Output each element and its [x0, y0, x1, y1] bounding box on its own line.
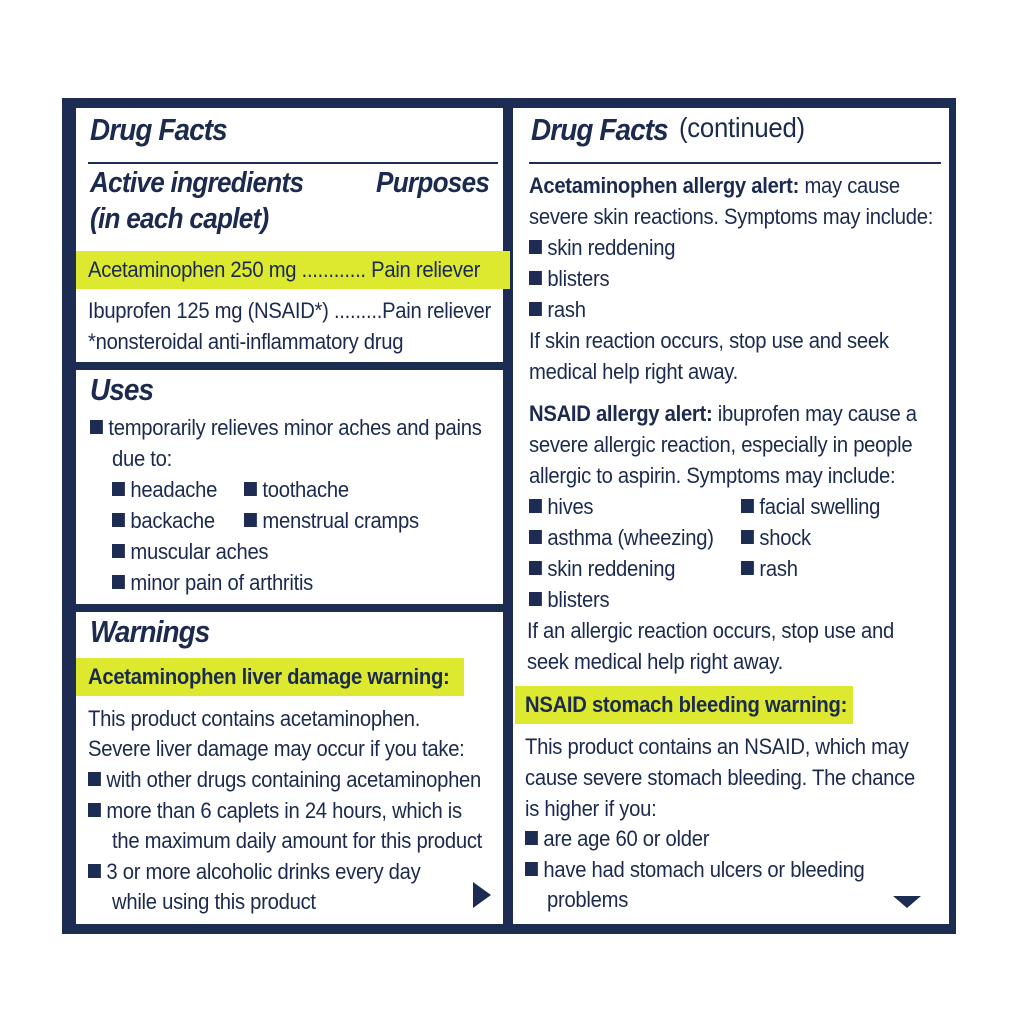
- bullet-square-icon: [112, 513, 125, 527]
- liver-bullet-2-cont: the maximum daily amount for this product: [112, 828, 483, 853]
- bullet-square-icon: [741, 530, 754, 544]
- liver-warning-heading: Acetaminophen liver damage warning:: [88, 664, 450, 689]
- uses-intro: temporarily relieves minor aches and pains: [90, 413, 482, 443]
- nsaid-symptom-asthma: asthma (wheezing): [529, 523, 714, 553]
- nsaid-symptom-skin-reddening: skin reddening: [529, 554, 675, 584]
- warnings-title: Warnings: [90, 614, 210, 649]
- warnings-panel: [76, 612, 503, 924]
- acetaminophen-allergy-alert: Acetaminophen allergy alert: may cause: [529, 173, 900, 198]
- stomach-warning-heading: NSAID stomach bleeding warning:: [525, 692, 848, 717]
- use-muscular-aches: muscular aches: [112, 537, 268, 567]
- nsaid-allergy-alert: NSAID allergy alert: ibuprofen may cause a: [529, 401, 917, 426]
- liver-bullet-2: more than 6 caplets in 24 hours, which is: [88, 796, 462, 826]
- acet-symptom-3: rash: [529, 295, 586, 325]
- nsaid-stop-2: seek medical help right away.: [527, 649, 784, 674]
- use-toothache: toothache: [244, 475, 349, 505]
- bullet-square-icon: [244, 482, 257, 496]
- liver-bullet-3: 3 or more alcoholic drinks every day: [88, 857, 420, 887]
- acet-stop-1: If skin reaction occurs, stop use and seek: [529, 328, 889, 353]
- arrow-down-icon: [893, 896, 921, 908]
- nsaid-allergy-line-3: allergic to aspirin. Symptoms may include:: [529, 463, 896, 488]
- bullet-square-icon: [525, 862, 538, 876]
- bullet-square-icon: [88, 864, 101, 878]
- bullet-square-icon: [529, 499, 542, 513]
- nsaid-allergy-line-2: severe allergic reaction, especially in people: [529, 432, 913, 457]
- bullet-square-icon: [529, 561, 542, 575]
- stomach-line-3: is higher if you:: [525, 796, 657, 821]
- continued-title-rule: [529, 162, 941, 164]
- uses-title: Uses: [90, 372, 154, 407]
- bullet-square-icon: [88, 803, 101, 817]
- acet-symptom-2: blisters: [529, 264, 609, 294]
- purposes-heading: Purposes: [376, 167, 490, 199]
- bullet-square-icon: [112, 482, 125, 496]
- use-arthritis: minor pain of arthritis: [112, 568, 313, 598]
- bullet-square-icon: [529, 271, 542, 285]
- bullet-square-icon: [112, 544, 125, 558]
- bullet-square-icon: [90, 420, 103, 434]
- ingredient-ibuprofen: Ibuprofen 125 mg (NSAID*) .........Pain reliever: [88, 298, 491, 323]
- bullet-square-icon: [741, 499, 754, 513]
- bullet-square-icon: [529, 592, 542, 606]
- acet-symptom-1: skin reddening: [529, 233, 675, 263]
- use-menstrual-cramps: menstrual cramps: [244, 506, 419, 536]
- use-headache: headache: [112, 475, 217, 505]
- drug-facts-title: Drug Facts: [90, 112, 227, 147]
- nsaid-symptom-rash: rash: [741, 554, 798, 584]
- stomach-bullet-1: are age 60 or older: [525, 824, 709, 854]
- title-rule: [88, 162, 498, 164]
- stomach-line-1: This product contains an NSAID, which may: [525, 734, 909, 759]
- arrow-right-icon: [473, 882, 491, 908]
- bullet-square-icon: [525, 831, 538, 845]
- nsaid-symptom-hives: hives: [529, 492, 593, 522]
- stomach-line-2: cause severe stomach bleeding. The chance: [525, 765, 915, 790]
- bullet-square-icon: [529, 240, 542, 254]
- bullet-square-icon: [112, 575, 125, 589]
- liver-bullet-1: with other drugs containing acetaminophen: [88, 765, 481, 795]
- bullet-square-icon: [741, 561, 754, 575]
- liver-bullet-3-cont: while using this product: [112, 889, 316, 914]
- nsaid-symptom-shock: shock: [741, 523, 811, 553]
- continued-title-row: [531, 112, 816, 148]
- nsaid-symptom-facial-swelling: facial swelling: [741, 492, 880, 522]
- use-backache: backache: [112, 506, 215, 536]
- continued-title: Drug Facts: [531, 112, 668, 147]
- liver-line-1: This product contains acetaminophen.: [88, 706, 421, 731]
- stomach-bullet-2: have had stomach ulcers or bleeding: [525, 855, 865, 885]
- uses-intro-cont: due to:: [112, 446, 172, 471]
- nsaid-symptom-blisters: blisters: [529, 585, 609, 615]
- bullet-square-icon: [88, 772, 101, 786]
- bullet-square-icon: [529, 302, 542, 316]
- nsaid-footnote: *nonsteroidal anti-inflammatory drug: [88, 329, 404, 354]
- bullet-square-icon: [244, 513, 257, 527]
- acet-allergy-line-2: severe skin reactions. Symptoms may include:: [529, 204, 934, 229]
- liver-line-2: Severe liver damage may occur if you take:: [88, 736, 465, 761]
- uses-panel: [76, 370, 503, 604]
- ingredient-acetaminophen: Acetaminophen 250 mg ............ Pain reliever: [88, 257, 481, 282]
- acet-stop-2: medical help right away.: [529, 359, 739, 384]
- drug-facts-continued-panel: [513, 108, 949, 924]
- nsaid-stop-1: If an allergic reaction occurs, stop use and: [527, 618, 895, 643]
- active-ingredients-heading: Active ingredients: [90, 167, 304, 199]
- active-ingredients-subheading: (in each caplet): [90, 203, 269, 235]
- continued-suffix: (continued): [679, 112, 806, 143]
- stomach-bullet-2-cont: problems: [547, 887, 629, 912]
- active-ingredients-panel: [76, 108, 503, 362]
- bullet-square-icon: [529, 530, 542, 544]
